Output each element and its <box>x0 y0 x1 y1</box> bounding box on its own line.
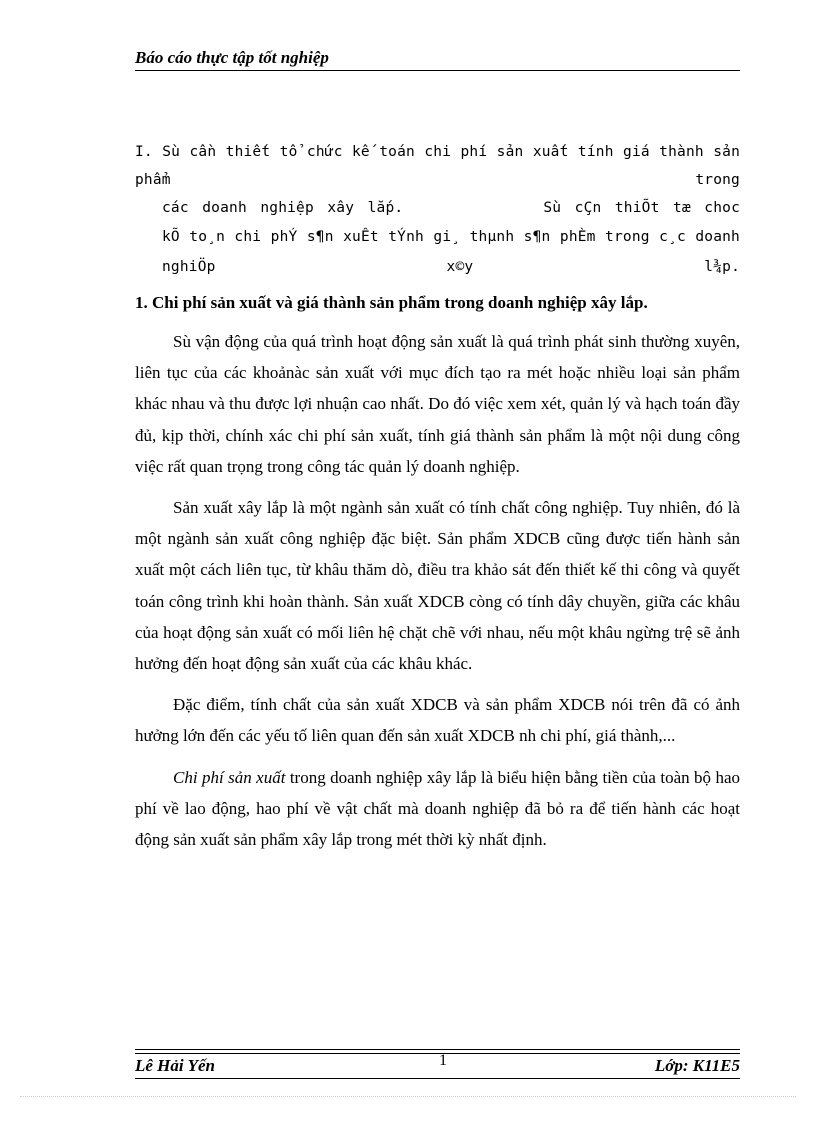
section-heading-line-2b: Sù cÇn thiÕt tæ choc <box>543 200 740 216</box>
page-number: 1 <box>439 1052 447 1069</box>
section-heading-line-3: kÕ to¸n chi phÝ s¶n xuÊt tÝnh gi¸ thµnh s¶n phÈm trong c¸c doanh <box>162 229 740 245</box>
section-heading <box>135 138 740 282</box>
section-heading-line-4: nghiÖp x©y l¾p. <box>162 259 740 275</box>
page-edge-divider <box>20 1096 796 1097</box>
paragraph-4-body: trong doanh nghiệp xây lắp là biểu hiện bằng tiền của toàn bộ hao phí về lao động, hao phí về vật chất mà doanh nghiệp đã bỏ ra để tiến hành các hoạt động sản xuất sản phẩm xây lắp trong mét thời kỳ nhất định. <box>135 767 740 850</box>
paragraph-4-term: Chi phí sản xuất <box>173 767 286 787</box>
paragraph-3: Đặc điểm, tính chất của sản xuất XDCB và sản phẩm XDCB nói trên đã có ảnh hưởng lớn đến các yếu tố liên quan đến sản xuất XDCB nh chi phí, giá thành,... <box>135 695 740 746</box>
header-title: Báo cáo thực tập tốt nghiệp <box>135 48 329 67</box>
section-heading-line-2a: các doanh nghiệp xây lắp. <box>162 200 404 216</box>
footer-rule-bottom <box>135 1078 740 1079</box>
footer-author: Lê Hải Yến <box>135 1056 215 1075</box>
footer-class-label: Lớp: K11E5 <box>654 1056 740 1075</box>
subheading: 1. Chi phí sản xuất và giá thành sản phẩm trong doanh nghiệp xây lắp. <box>135 293 648 312</box>
paragraph-1: Sù vận động của quá trình hoạt động sản xuất là quá trình phát sinh thường xuyên, liên tục của các khoảnàc sản xuất với mục đích tạo ra mét hoặc nhiều loại sản phẩm khác nhau và thu được lợi nhuận cao nhất. Do đó việc xem xét, quản lý và hạch toán đầy đủ, kịp thời, chính xác chi phí sản xuất, tính giá thành sản phẩm là một nội dung công việc rất quan trọng trong công tác quản lý doanh nghiệp. <box>135 332 740 476</box>
page-header <box>135 48 740 71</box>
section-heading-line-1: I. Sù cần thiết tổ chức kế toán chi phí sản xuất tính giá thành sản phẩm trong <box>135 144 740 188</box>
paragraph-4 <box>135 762 740 856</box>
section-heading-line-2 <box>135 194 740 222</box>
page-content <box>135 138 740 865</box>
paragraph-2: Sản xuất xây lắp là một ngành sản xuất có tính chất công nghiệp. Tuy nhiên, đó là một ngành sản xuất công nghiệp đặc biệt. Sản phẩm XDCB cũng được tiến hành sản xuất một cách liên tục, từ khâu thăm dò, điều tra khảo sát đến thiết kế thi công và quyết toán công trình khi hoàn thành. Sản xuất XDCB còng có tính dây chuyền, giữa các khâu của hoạt động sản xuất có mối liên hệ chặt chẽ với nhau, nếu một khâu ngừng trệ sẽ ảnh hưởng đến hoạt động sản xuất của các khâu khác. <box>135 498 740 674</box>
page-footer <box>135 1054 740 1076</box>
